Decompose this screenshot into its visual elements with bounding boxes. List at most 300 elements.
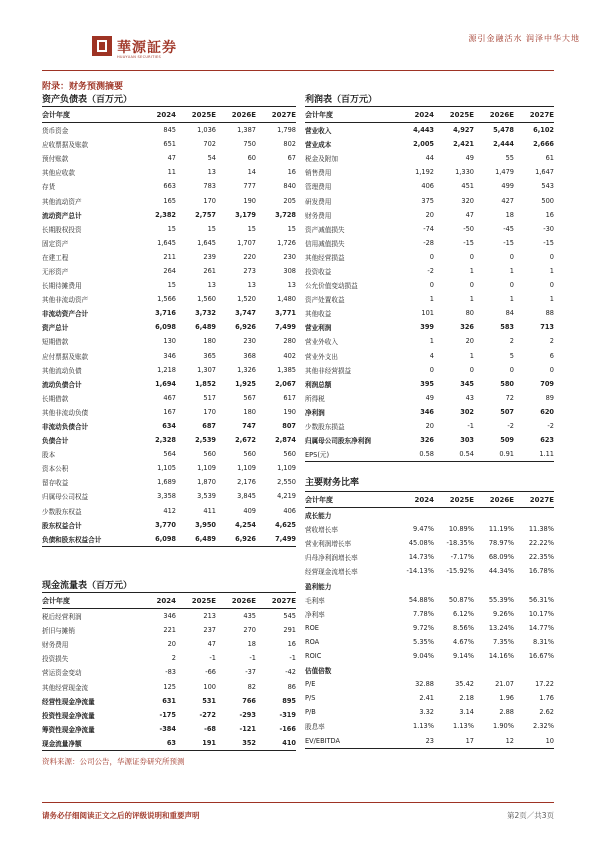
table-row (42, 193, 296, 207)
table-cell: 78.97% (488, 539, 514, 548)
table-row (42, 419, 296, 433)
table-cell (434, 663, 474, 677)
table-cell: 427 (501, 196, 514, 205)
table-cell: 709 (540, 379, 554, 388)
table-cell: -50 (463, 224, 474, 233)
table-row (305, 419, 554, 433)
row-label: 净利润 (305, 408, 325, 417)
row-label: 现金流量净额 (42, 736, 136, 751)
table-cell: 49 (425, 393, 434, 402)
table-cell: 4,927 (453, 126, 474, 135)
table-cell: 2 (171, 654, 176, 663)
table-cell (434, 578, 474, 592)
table-cell: 583 (500, 323, 514, 332)
table-cell: 3,771 (275, 309, 296, 318)
table-row (305, 508, 554, 523)
table-cell: 16 (545, 210, 554, 219)
table-cell: 18 (247, 640, 256, 649)
table-cell: 16 (287, 640, 296, 649)
table-cell (514, 663, 554, 677)
table-cell: -293 (239, 710, 256, 719)
table-cell: 0 (509, 281, 514, 290)
table-cell: 545 (283, 612, 296, 621)
table-row (305, 320, 554, 334)
table-cell: 47 (465, 210, 474, 219)
table-cell: 777 (243, 182, 256, 191)
table-cell: 352 (216, 736, 256, 751)
table-cell: 410 (256, 736, 296, 751)
table-cell: 10.17% (528, 609, 554, 618)
table-cell: 0 (549, 252, 554, 261)
row-label: P/E (305, 680, 316, 689)
table-cell: 44 (425, 154, 434, 163)
table-cell: 6 (549, 351, 554, 360)
row-label: 财务费用 (42, 641, 69, 650)
appendix-title: 附录：财务预测摘要 (42, 82, 124, 92)
table-cell: -121 (239, 724, 256, 733)
table-cell: 2 (549, 337, 554, 346)
row-label: 公允价值变动损益 (305, 282, 358, 291)
row-label: 留存收益 (42, 479, 69, 488)
row-label: 投资收益 (305, 267, 332, 276)
table-cell: 1 (429, 337, 434, 346)
table-row (305, 564, 554, 578)
table-cell: 280 (283, 337, 296, 346)
row-label: 销售费用 (305, 169, 332, 178)
table-cell: 543 (541, 182, 554, 191)
table-cell: 1,726 (277, 238, 296, 247)
table-row (42, 151, 296, 165)
table-cell: 1.90% (493, 722, 514, 731)
table-cell: 239 (203, 252, 216, 261)
table-cell: 399 (420, 323, 434, 332)
table-cell: 845 (163, 126, 176, 135)
table-row (42, 532, 296, 547)
row-label: 经营性现金净流量 (42, 697, 95, 706)
table-cell: 213 (203, 612, 216, 621)
row-label: 资本公积 (42, 465, 69, 474)
table-cell: 55 (505, 154, 514, 163)
table-row (305, 278, 554, 292)
table-header-row (42, 107, 296, 123)
table-cell (394, 508, 434, 523)
table-cell: 365 (203, 351, 216, 360)
table-cell: 44.34% (488, 567, 514, 576)
row-label: 研发费用 (305, 197, 332, 206)
row-label: 营业利润增长率 (305, 540, 352, 549)
table-row (305, 334, 554, 348)
table-cell: 406 (283, 506, 296, 515)
table-row (42, 363, 296, 377)
table-cell: -1 (249, 654, 256, 663)
row-label: 营收增长率 (305, 526, 338, 535)
table-cell: 11.38% (528, 525, 554, 534)
table-row (305, 522, 554, 536)
column-header: 2026E (474, 107, 514, 123)
table-cell: 1,385 (277, 365, 296, 374)
table-cell: 1 (549, 295, 554, 304)
table-cell: 0 (429, 252, 434, 261)
table-row (42, 623, 296, 637)
row-label: 非流动资产合计 (42, 310, 89, 319)
table-cell: 11.19% (488, 525, 514, 534)
table-cell: 15 (247, 224, 256, 233)
table-cell: -14.13% (406, 567, 434, 576)
column-header: 2024 (394, 107, 434, 123)
table-cell: 409 (243, 506, 256, 515)
footer-divider (42, 802, 554, 803)
table-cell: 2,328 (155, 436, 176, 445)
table-row (42, 461, 296, 475)
table-cell: 580 (500, 379, 514, 388)
table-cell: 895 (282, 696, 296, 705)
table-cell: -1 (467, 422, 474, 431)
table-cell: 302 (460, 407, 474, 416)
table-cell: 3.14 (459, 708, 474, 717)
table-cell: 130 (163, 337, 176, 346)
row-label: 营业外收入 (305, 338, 338, 347)
table-cell: 7,499 (256, 532, 296, 547)
table-row (305, 377, 554, 391)
table-row (305, 405, 554, 419)
table-row (42, 679, 296, 693)
table-cell: 451 (461, 182, 474, 191)
income-statement-title: 利润表（百万元） (305, 95, 378, 105)
column-header: 2027E (514, 492, 554, 508)
table-cell: -2 (547, 422, 554, 431)
row-label: 信用减值损失 (305, 239, 345, 248)
table-cell: 2.32% (533, 722, 554, 731)
table-header-row (42, 593, 296, 609)
table-cell: 1,520 (237, 295, 256, 304)
table-cell: 220 (243, 252, 256, 261)
table-cell: 2,874 (275, 436, 296, 445)
table-row (42, 475, 296, 489)
table-cell: 2.18 (459, 694, 474, 703)
table-cell: 713 (540, 323, 554, 332)
table-cell: 43 (465, 393, 474, 402)
table-cell: 1,387 (237, 126, 256, 135)
row-label: 固定资产 (42, 239, 69, 248)
table-cell: 623 (540, 436, 554, 445)
table-cell: 406 (421, 182, 434, 191)
table-cell: 61 (545, 154, 554, 163)
cash-flow-table (42, 592, 296, 751)
table-row (305, 193, 554, 207)
table-row (305, 536, 554, 550)
table-cell: 499 (501, 182, 514, 191)
table-cell: 1,694 (155, 379, 176, 388)
table-cell: 0 (509, 365, 514, 374)
table-row (42, 433, 296, 447)
row-label: 毛利率 (305, 596, 325, 605)
table-cell: 402 (283, 351, 296, 360)
table-row (305, 363, 554, 377)
row-label: 其他经营现金流 (42, 683, 89, 692)
row-label: 预付账款 (42, 155, 69, 164)
table-cell: 840 (283, 182, 296, 191)
row-label: 长期待摊费用 (42, 282, 82, 291)
table-cell (434, 508, 474, 523)
row-label: 股息率 (305, 723, 325, 732)
row-label: 其他收益 (305, 310, 332, 319)
table-cell (474, 508, 514, 523)
balance-sheet-table (42, 106, 296, 547)
table-cell: 13 (207, 281, 216, 290)
table-cell: 180 (243, 407, 256, 416)
table-cell: 2,666 (533, 140, 554, 149)
table-cell (474, 663, 514, 677)
table-cell: 1,852 (195, 379, 216, 388)
table-cell: 4,443 (413, 126, 434, 135)
table-cell: 5.35% (413, 637, 434, 646)
table-cell: 15 (287, 224, 296, 233)
table-cell: 7.35% (493, 637, 514, 646)
table-cell: 13 (287, 281, 296, 290)
table-cell: 0 (429, 281, 434, 290)
table-cell: 560 (203, 450, 216, 459)
table-cell: 3,358 (157, 492, 176, 501)
row-label: ROA (305, 637, 320, 646)
table-cell (474, 578, 514, 592)
table-cell: 180 (203, 337, 216, 346)
row-label: 估值倍数 (305, 667, 332, 676)
table-row (305, 691, 554, 705)
table-cell: 1.13% (453, 722, 474, 731)
table-cell: 17.22 (535, 680, 554, 689)
table-cell: 1,330 (455, 168, 474, 177)
table-cell: 3.32 (419, 708, 434, 717)
column-header: 2024 (136, 593, 176, 609)
header-divider (42, 70, 554, 71)
table-cell: 467 (163, 393, 176, 402)
table-cell: 190 (283, 407, 296, 416)
table-cell: 191 (176, 736, 216, 751)
row-label: 货币资金 (42, 127, 69, 136)
table-cell: -272 (199, 710, 216, 719)
table-row (305, 593, 554, 607)
table-cell: 617 (283, 393, 296, 402)
table-cell: 517 (203, 393, 216, 402)
table-cell: 2,757 (195, 210, 216, 219)
table-cell: 18 (505, 210, 514, 219)
table-cell: -30 (543, 224, 554, 233)
table-row (42, 179, 296, 193)
table-cell: 101 (421, 309, 434, 318)
table-cell: 1,326 (237, 365, 256, 374)
table-row (42, 609, 296, 624)
table-row (305, 349, 554, 363)
brand-name: 華源証券 (117, 40, 177, 56)
table-cell: 345 (460, 379, 474, 388)
table-cell: 326 (460, 323, 474, 332)
row-label: 应收票据及账款 (42, 141, 89, 150)
table-cell: 9.04% (413, 651, 434, 660)
table-cell: -15.92% (446, 567, 474, 576)
table-cell: -74 (423, 224, 434, 233)
table-cell: 1,707 (237, 238, 256, 247)
table-cell: 6,926 (216, 532, 256, 547)
table-cell: 47 (167, 154, 176, 163)
table-cell (514, 508, 554, 523)
table-cell: 0 (509, 252, 514, 261)
table-cell: -2 (427, 266, 434, 275)
table-cell: 531 (202, 696, 216, 705)
row-label: 其他非流动资产 (42, 296, 89, 305)
table-row (42, 292, 296, 306)
table-row (305, 447, 554, 462)
row-label: 非流动负债合计 (42, 423, 89, 432)
table-cell: 22.22% (528, 539, 554, 548)
row-label: 长期借款 (42, 394, 69, 403)
table-cell: 0 (549, 281, 554, 290)
table-cell: 50.87% (448, 595, 474, 604)
table-cell: 67 (287, 154, 296, 163)
table-cell: 1,036 (197, 126, 216, 135)
table-cell: 687 (202, 422, 216, 431)
table-cell: 500 (541, 196, 554, 205)
row-label: 股本 (42, 451, 56, 460)
table-cell: 0.54 (434, 447, 474, 462)
column-header: 2025E (176, 107, 216, 123)
row-label: 净利率 (305, 610, 325, 619)
column-header: 2025E (434, 107, 474, 123)
table-row (305, 719, 554, 733)
table-cell: 9.72% (413, 623, 434, 632)
column-header: 2027E (256, 593, 296, 609)
table-cell: 651 (163, 140, 176, 149)
cash-flow-title: 现金流量表（百万元） (42, 581, 133, 591)
row-label: 资产减值损失 (305, 225, 345, 234)
table-cell: 16.67% (528, 651, 554, 660)
row-label: 少数股东损益 (305, 423, 345, 432)
table-cell: 49 (465, 154, 474, 163)
table-cell: 1,109 (277, 464, 296, 473)
table-row (42, 708, 296, 722)
table-cell: 2 (509, 337, 514, 346)
table-header-row (305, 107, 554, 123)
table-cell: 747 (242, 422, 256, 431)
table-row (42, 208, 296, 222)
table-row (305, 236, 554, 250)
table-cell: 0 (469, 281, 474, 290)
income-statement-table (305, 106, 554, 462)
table-row (305, 391, 554, 405)
table-cell: 15 (167, 224, 176, 233)
table-row (305, 137, 554, 151)
table-cell: 35.42 (455, 680, 474, 689)
table-cell: 3,770 (155, 520, 176, 529)
table-row (305, 151, 554, 165)
row-label: 其他非经营损益 (305, 366, 352, 375)
table-cell: 1,689 (157, 478, 176, 487)
table-cell: 82 (247, 682, 256, 691)
row-label: 营运资金变动 (42, 669, 82, 678)
table-row (305, 677, 554, 691)
table-row (42, 236, 296, 250)
row-label: 筹资性现金净流量 (42, 725, 95, 734)
row-label: ROE (305, 623, 319, 632)
page-number: 第2页／共3页 (506, 811, 554, 820)
table-cell: -83 (165, 668, 176, 677)
table-row (305, 250, 554, 264)
table-cell: 1.96 (499, 694, 514, 703)
row-label: 税后经营利润 (42, 613, 82, 622)
table-cell: 1.11 (514, 447, 554, 462)
table-cell: 3,728 (275, 210, 296, 219)
table-row (305, 734, 554, 749)
table-cell: 303 (460, 436, 474, 445)
row-label: 归母净利润增长率 (305, 554, 358, 563)
table-cell: 84 (505, 309, 514, 318)
table-cell: 3,179 (235, 210, 256, 219)
row-label: 折旧与摊销 (42, 627, 75, 636)
table-cell: -42 (285, 668, 296, 677)
table-cell: 6,098 (155, 323, 176, 332)
table-row (305, 264, 554, 278)
row-label: 其他流动资产 (42, 197, 82, 206)
table-cell: 2.88 (499, 708, 514, 717)
table-cell: 4,625 (275, 520, 296, 529)
table-cell: 16.78% (528, 567, 554, 576)
row-label: 经营现金流增长率 (305, 568, 358, 577)
table-cell: 308 (283, 266, 296, 275)
table-row (42, 391, 296, 405)
row-label: 营业成本 (305, 141, 332, 150)
table-cell: -1 (209, 654, 216, 663)
row-label: 股东权益合计 (42, 521, 82, 530)
table-cell: -1 (289, 654, 296, 663)
table-cell: 270 (243, 626, 256, 635)
table-cell: 2,672 (235, 436, 256, 445)
row-label: ROIC (305, 651, 322, 660)
table-cell (394, 578, 434, 592)
table-cell: -45 (503, 224, 514, 233)
table-row (42, 377, 296, 391)
table-cell: 1.76 (539, 694, 554, 703)
table-cell: 6,489 (176, 532, 216, 547)
row-label: 归属母公司股东净利润 (305, 437, 371, 446)
table-cell: 663 (163, 182, 176, 191)
table-cell: -68 (204, 724, 216, 733)
column-header: 2024 (394, 492, 434, 508)
table-cell: 8.56% (453, 623, 474, 632)
table-row (305, 621, 554, 635)
table-row (305, 179, 554, 193)
table-cell: 86 (287, 682, 296, 691)
column-header: 2025E (176, 593, 216, 609)
table-cell: 2,176 (237, 478, 256, 487)
table-cell: 326 (420, 436, 434, 445)
table-cell: 375 (421, 196, 434, 205)
table-cell: 55.39% (488, 595, 514, 604)
table-cell: 23 (394, 734, 434, 749)
table-cell: 205 (283, 196, 296, 205)
table-cell: 89 (545, 393, 554, 402)
table-cell: 1 (469, 295, 474, 304)
table-cell: 9.26% (493, 609, 514, 618)
table-cell: 165 (163, 196, 176, 205)
table-cell: 9.14% (453, 651, 474, 660)
row-label: 长期股权投资 (42, 225, 82, 234)
table-cell: 264 (163, 266, 176, 275)
table-cell: 4,219 (277, 492, 296, 501)
column-header: 2026E (216, 107, 256, 123)
row-label: 管理费用 (305, 183, 332, 192)
table-cell: 1,109 (237, 464, 256, 473)
table-cell: 560 (243, 450, 256, 459)
column-header: 会计年度 (305, 492, 394, 508)
